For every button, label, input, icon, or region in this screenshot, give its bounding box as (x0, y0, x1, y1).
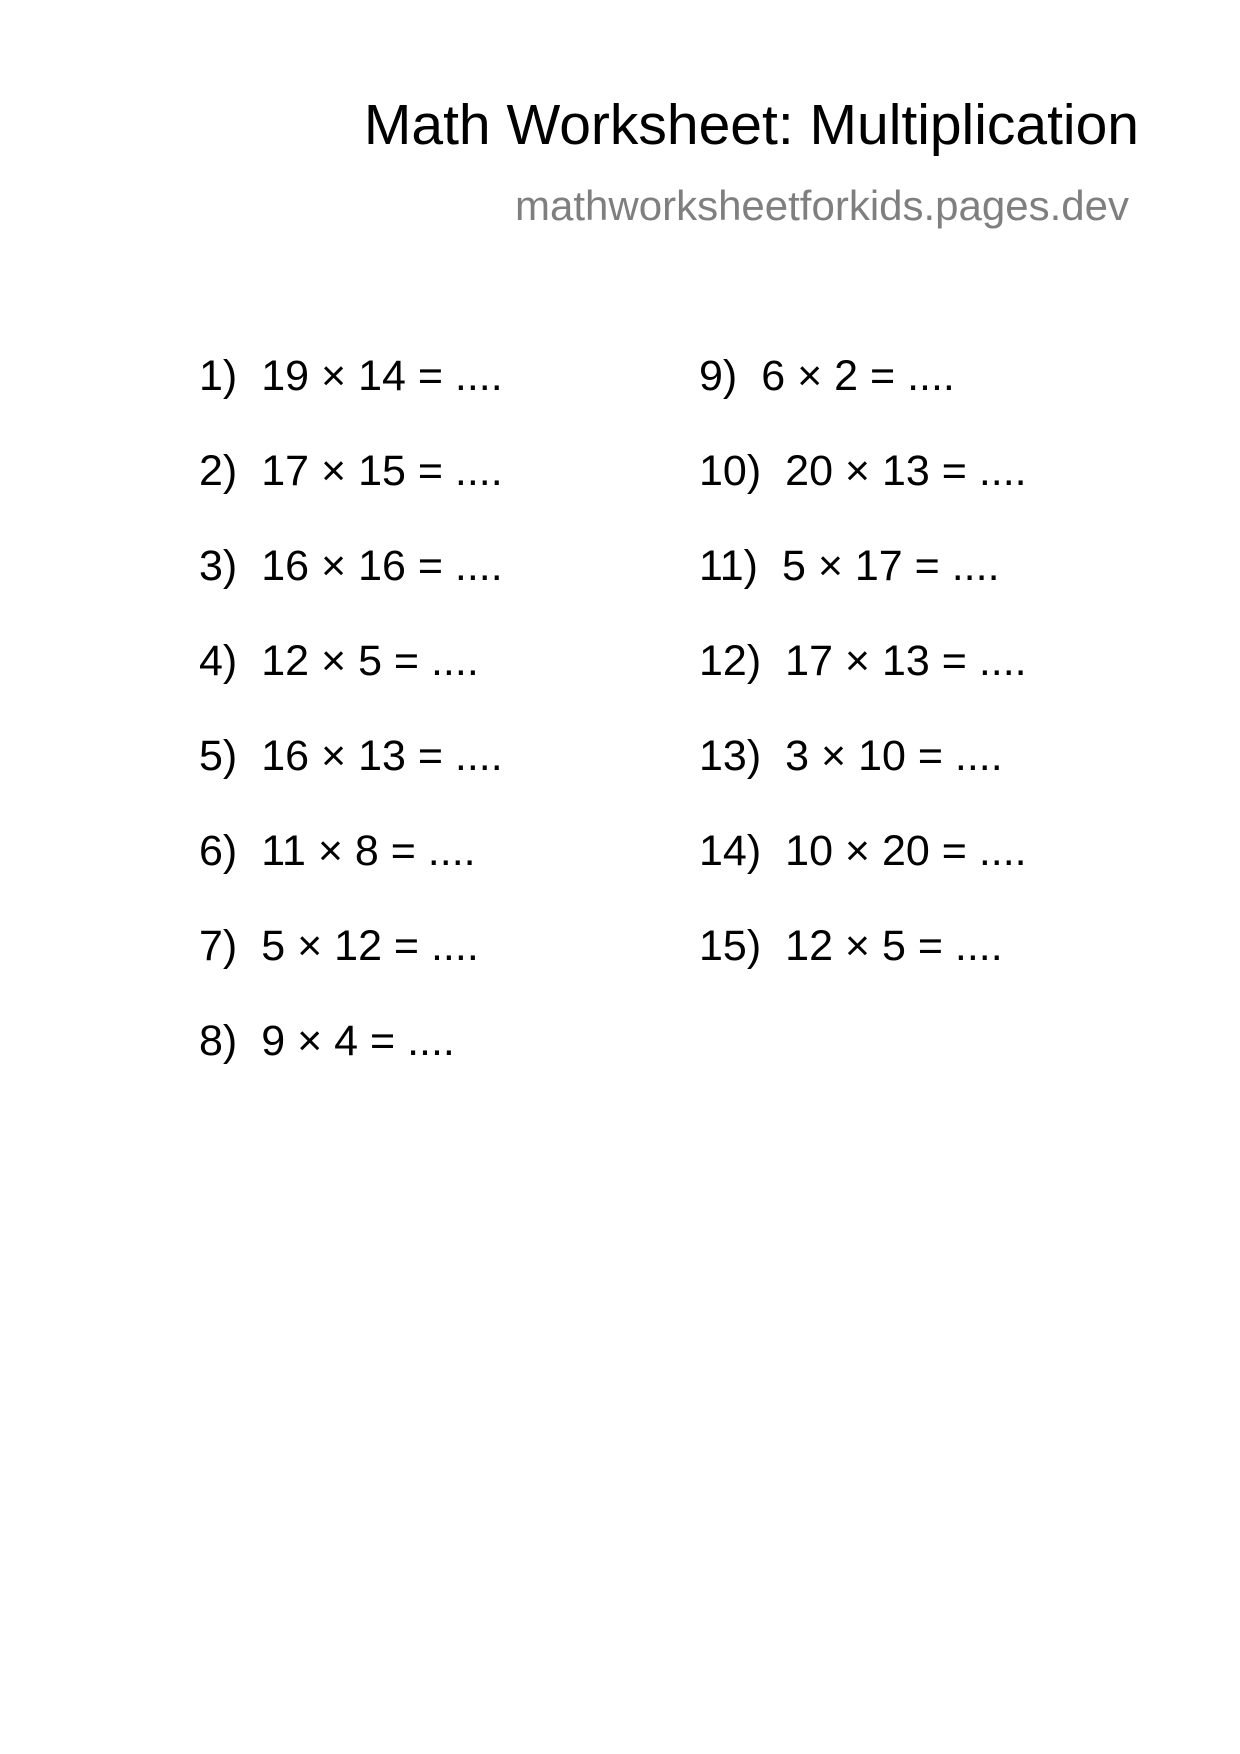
problem-expression: 17 × 13 = .... (785, 637, 1027, 685)
problem-item (199, 636, 503, 731)
problem-expression: 17 × 15 = .... (261, 447, 503, 495)
problem-item (699, 541, 1027, 636)
problem-number: 6) (199, 827, 238, 875)
problem-number: 5) (199, 732, 238, 780)
problem-item (199, 826, 503, 921)
problem-number: 2) (199, 447, 238, 495)
problem-item (199, 1016, 503, 1111)
worksheet-title: Math Worksheet: Multiplication (363, 93, 1139, 157)
problem-item (199, 446, 503, 541)
problem-number: 7) (199, 922, 238, 970)
problems-column-left (199, 351, 503, 1111)
problem-number: 3) (199, 542, 238, 590)
problem-number: 10) (699, 447, 762, 495)
problem-item (199, 541, 503, 636)
problem-expression: 12 × 5 = .... (785, 922, 1003, 970)
problem-expression: 9 × 4 = .... (261, 1017, 455, 1065)
worksheet-subtitle: mathworksheetforkids.pages.dev (515, 182, 1129, 229)
problem-expression: 5 × 17 = .... (781, 542, 1000, 590)
problem-number: 14) (699, 827, 762, 875)
problem-number: 8) (199, 1017, 238, 1065)
problem-number: 1) (199, 352, 238, 400)
problem-item (199, 351, 503, 446)
problem-expression: 20 × 13 = .... (785, 447, 1027, 495)
problem-number: 13) (699, 732, 762, 780)
problem-expression: 16 × 16 = .... (261, 542, 503, 590)
problem-number: 4) (199, 637, 238, 685)
problem-expression: 11 × 8 = .... (261, 827, 476, 875)
problem-item (199, 731, 503, 826)
problem-expression: 12 × 5 = .... (261, 637, 479, 685)
problem-number: 12) (699, 637, 762, 685)
problem-expression: 6 × 2 = .... (761, 352, 955, 400)
problem-item (699, 446, 1027, 541)
problems-column-right (699, 351, 1027, 1016)
problem-item (699, 921, 1027, 1016)
problem-item (699, 731, 1027, 826)
problem-expression: 5 × 12 = .... (261, 922, 479, 970)
problem-item (699, 826, 1027, 921)
problem-number: 15) (699, 922, 762, 970)
problem-item (699, 351, 1027, 446)
problem-expression: 19 × 14 = .... (261, 352, 503, 400)
problem-item (199, 921, 503, 1016)
problem-item (699, 636, 1027, 731)
problem-expression: 10 × 20 = .... (785, 827, 1027, 875)
problem-number: 9) (699, 352, 738, 400)
problem-expression: 16 × 13 = .... (261, 732, 503, 780)
problem-number: 11) (699, 542, 758, 590)
problem-expression: 3 × 10 = .... (785, 732, 1003, 780)
